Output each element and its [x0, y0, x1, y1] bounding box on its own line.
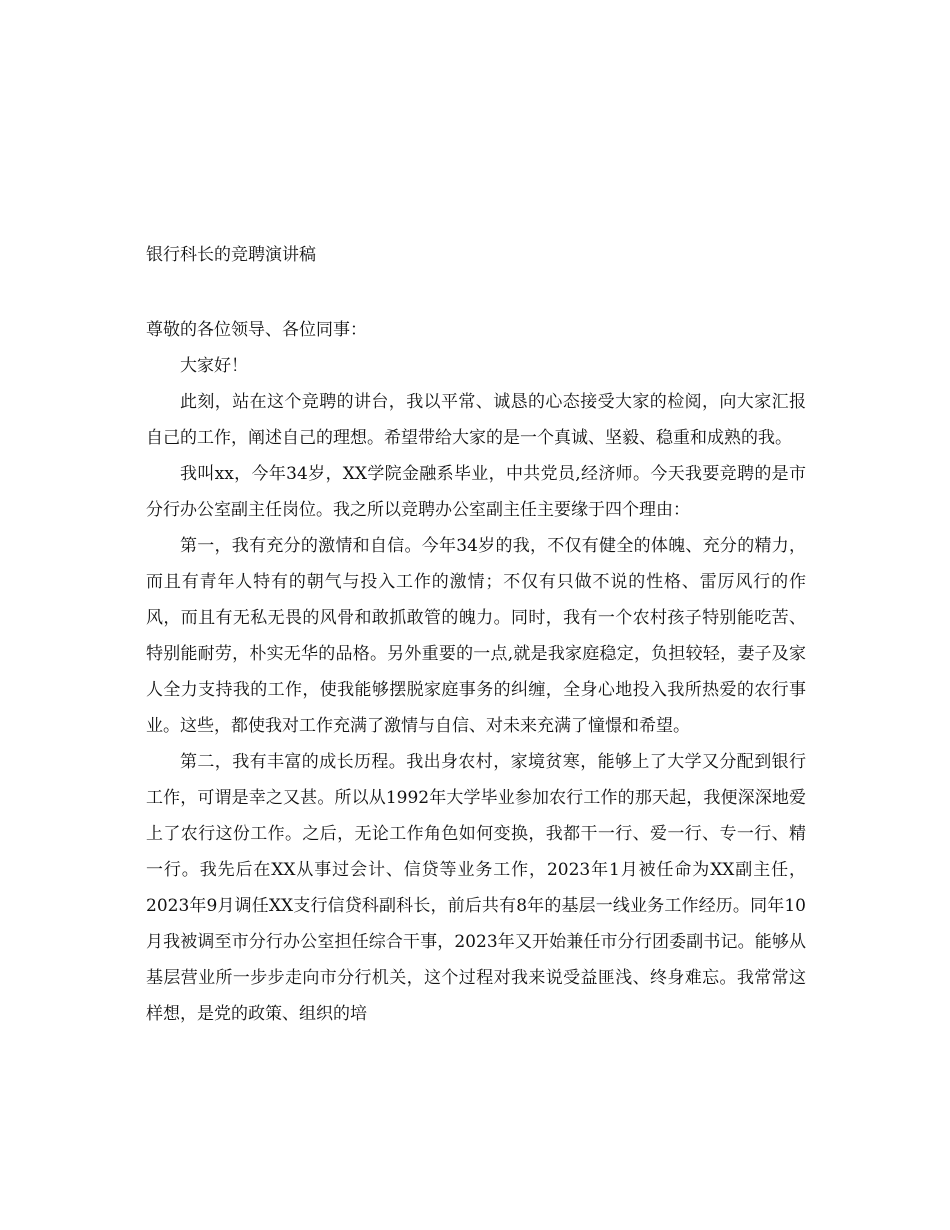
paragraph-self-introduction: 我叫xx，今年34岁，XX学院金融系毕业，中共党员,经济师。今天我要竞聘的是市分行办公室副主任岗位。我之所以竞聘办公室副主任主要缘于四个理由：: [146, 464, 806, 520]
document-body: [146, 312, 806, 1032]
salutation: 尊敬的各位领导、各位同事：: [146, 320, 367, 340]
paragraph-intro: 此刻，站在这个竞聘的讲台，我以平常、诚恳的心态接受大家的检阅，向大家汇报自己的工作，阐述自己的理想。希望带给大家的是一个真诚、坚毅、稳重和成熟的我。: [146, 392, 806, 448]
document-title: 银行科长的竞聘演讲稿: [146, 245, 316, 265]
paragraph-greeting: 大家好！: [180, 356, 248, 376]
paragraph-reason-two: 第二，我有丰富的成长历程。我出身农村，家境贫寒，能够上了大学又分配到银行工作，可谓是幸之又甚。所以从1992年大学毕业参加农行工作的那天起，我便深深地爱上了农行这份工作。之后，无论工作角色如何变换，我都干一行、爱一行、专一行、精一行。我先后在XX从事过会计、信贷等业务工作，2023年1月被任命为XX副主任，2023年9月调任XX支行信贷科副科长，前后共有8年的基层一线业务工作经历。同年10月我被调至市分行办公室担任综合干事，2023年又开始兼任市分行团委副书记。能够从基层营业所一步步走向市分行机关，这个过程对我来说受益匪浅、终身难忘。我常常这样想，是党的政策、组织的培: [146, 752, 806, 1024]
paragraph-reason-one: 第一，我有充分的激情和自信。今年34岁的我，不仅有健全的体魄、充分的精力，而且有青年人特有的朝气与投入工作的激情；不仅有只做不说的性格、雷厉风行的作风，而且有无私无畏的风骨和敢抓敢管的魄力。同时，我有一个农村孩子特别能吃苦、特别能耐劳，朴实无华的品格。另外重要的一点,就是我家庭稳定，负担较轻，妻子及家人全力支持我的工作，使我能够摆脱家庭事务的纠缠，全身心地投入我所热爱的农行事业。这些，都使我对工作充满了激情与自信、对未来充满了憧憬和希望。: [146, 536, 806, 736]
